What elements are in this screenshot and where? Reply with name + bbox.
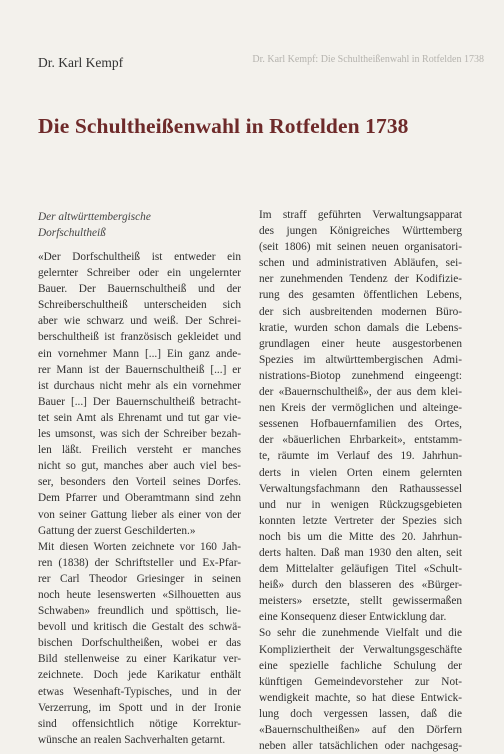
left-column-text (38, 249, 241, 748)
left-column (38, 209, 241, 748)
text-line: sessenen Hofbauernfamilien des Ortes, (259, 418, 462, 431)
text-line: grundlagen einer heute ausgestorbenen (259, 337, 462, 350)
text-line: der «bäuerlichen Ehrbarkeit», entstamm- (259, 434, 462, 447)
text-line: aber wie schwarz und weiß. Der Schrei- (38, 315, 241, 328)
text-line: und nur in wenigen Rückzugsgebieten (259, 498, 462, 511)
text-line: Spezies im altwürttembergischen Admi- (259, 353, 462, 366)
text-line: Bild stellenweise zu einer Karikatur ver- (38, 653, 241, 666)
author-name: Dr. Karl Kempf (38, 55, 124, 70)
article-title: Die Schultheißenwahl in Rotfelden 1738 (38, 114, 409, 139)
text-line: lung doch vergessen lassen, daß die (259, 707, 462, 720)
text-line: rer Carl Theodor Griesinger in seinen (38, 572, 241, 585)
text-line: wünsche an realen Sachverhalten getarnt. (38, 733, 226, 746)
text-line: heiß» durch den blasseren des «Bürger- (259, 579, 462, 592)
text-line: (seit 1806) mit seinen neuen organisatori- (259, 241, 462, 254)
text-line: ein vornehmer Mann [...] Ein ganz ande- (38, 347, 241, 360)
text-line: sind offensichtlich nötige Korrektur- (38, 717, 241, 730)
subheading-line-1: Der altwürttembergische (38, 211, 151, 223)
text-line: Bauer [...] Der Bauernschultheiß betracht- (38, 395, 241, 408)
text-line: berschultheiß ist französisch gekleidet und (38, 331, 241, 344)
text-line: te, räumte im Verlauf des 19. Jahrhun- (259, 450, 462, 463)
text-line: Gattung der zuerst Geschilderten.» (38, 524, 196, 537)
text-line: gelernter Schreiber oder ein ungelernter (38, 267, 241, 280)
text-line: Kompliziertheit der Verwaltungsgeschäfte (259, 643, 462, 656)
text-line: wendigkeit machte, so hat diese Entwick- (259, 691, 462, 704)
text-line: Schreiberschultheiß unterscheiden sich (38, 299, 241, 312)
text-line: Im straff geführten Verwaltungsapparat (259, 209, 462, 221)
text-line: derts halten. Daß man 1930 den alten, seit (259, 546, 462, 559)
text-line: des jungen Königreiches Württemberg (259, 225, 462, 238)
text-line: neben aller tatsächlichen oder nachgesag- (259, 740, 462, 753)
text-line: von seiner Gattung lieber als einer von der (38, 508, 241, 521)
text-line: dem Mittelalter geläufigen Titel «Schult- (259, 563, 462, 576)
text-line: Verwaltungsfachmann den Rathaussessel (259, 482, 462, 495)
text-line: noch heute lesenswerten «Silhouetten aus (38, 588, 241, 601)
text-line: Bauer. Der Bauernschultheiß und der (38, 283, 241, 296)
text-line: kratie, wurden schon damals die Lebens- (259, 321, 462, 334)
text-line: konnten letzte Vertreter der Spezies sich (259, 514, 462, 527)
text-line: eine Konsequenz dieser Entwicklung dar. (259, 611, 447, 624)
text-line: Dem Pfarrer und Oberamtmann sind zehn (38, 492, 241, 505)
text-line: ner zunehmenden Tendenz der Kodifizie- (259, 273, 462, 286)
text-line: schen und administrativen Abläufen, sei- (259, 257, 462, 270)
text-line: tet sein Amt als Ehrenamt und tut gar vie- (38, 411, 241, 424)
section-subheading (38, 209, 241, 241)
text-line: etwas Wesenhaft-Typisches, und in der (38, 685, 241, 698)
text-line: zeichnete. Doch jede Karikatur enthält (38, 669, 241, 682)
subheading-line-2: Dorfschultheiß (38, 227, 106, 239)
text-line: meisters» ersetzte, stellt gewissermaßen (259, 595, 462, 608)
right-column-text (259, 207, 462, 754)
text-line: bevoll und kritisch die Gestalt des schwä- (38, 621, 241, 634)
text-line: ist durchaus nicht mehr als ein vornehmer (38, 379, 241, 392)
text-line: ser, besonders den Vorteil seines Dorfes. (38, 476, 241, 489)
right-column (259, 207, 462, 754)
text-line: «Bauernschultheißen» auf den Dörfern (259, 724, 462, 736)
text-line: Verzerrung, im Spott und in der Ironie (38, 701, 241, 714)
text-line: bischen Dorfschultheißen, wobei er das (38, 637, 241, 650)
text-line: eine spezielle fachliche Schulung der (259, 659, 462, 672)
text-line: derts in vielen Orten einem gelernten (259, 466, 462, 479)
text-line: So sehr die zunehmende Vielfalt und die (259, 627, 462, 640)
text-line: «Der Dorfschultheiß ist entweder ein (38, 251, 241, 263)
text-line: Mit diesen Worten zeichnete vor 160 Jah- (38, 540, 241, 553)
text-line: künftigen Gemeindevorsteher zur Not- (259, 675, 462, 688)
text-line: rer Mann ist der Bauernschultheiß [...] er (38, 363, 241, 376)
running-head-faint: Dr. Karl Kempf: Die Schultheißenwahl in Rotfelden 1738 (252, 54, 484, 65)
text-line: nen Kreis der vermöglichen und alteinge- (259, 402, 462, 415)
text-line: nistrations-Biotop zunehmend eingeengt: (259, 369, 462, 382)
text-line: noch bis um die Mitte des 20. Jahrhun- (259, 530, 462, 543)
text-line: len läßt. Freilich versteht er manches (38, 444, 241, 457)
text-line: les umsonst, was sich der Schreiber bezah- (38, 428, 241, 441)
text-line: der «Bauernschultheiß», der aus dem klei- (259, 386, 462, 399)
text-line: ren (1838) der Schriftsteller und Ex-Pfar- (38, 556, 241, 569)
text-line: rung des gesamten öffentlichen Lebens, (259, 289, 462, 302)
text-line: Schwaben» freundlich und spöttisch, lie- (38, 605, 241, 618)
text-line: der sich ausbreitenden modernen Büro- (259, 305, 462, 318)
text-line: nicht so gut, manches aber auch viel bes- (38, 460, 241, 473)
